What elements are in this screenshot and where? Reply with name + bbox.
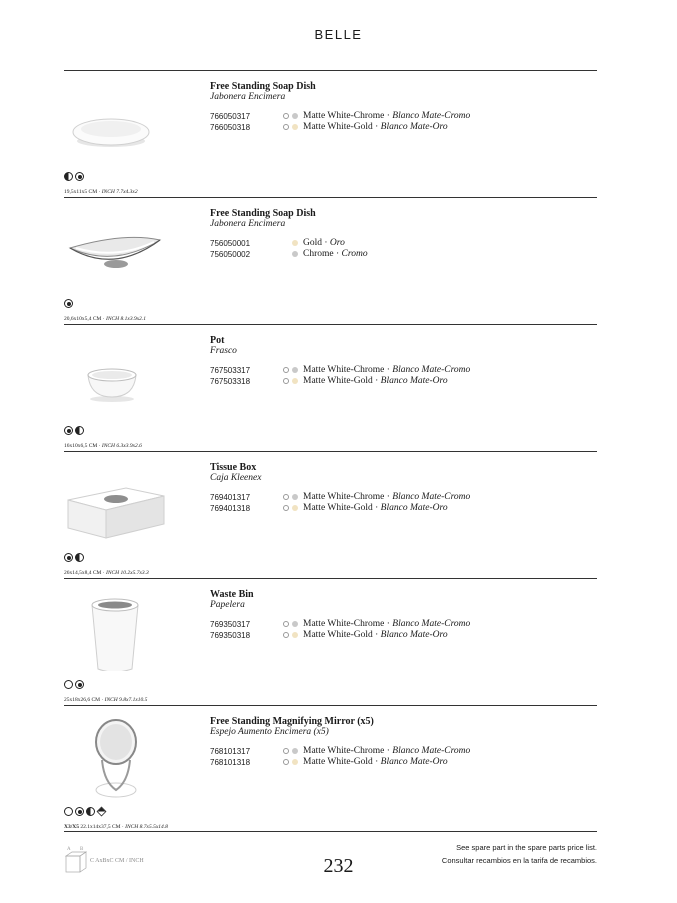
- variant-item: [210, 249, 540, 260]
- variant-item: [210, 111, 540, 122]
- dot-circle-symbol-icon: [75, 172, 84, 181]
- product-code: 769350317: [210, 620, 251, 629]
- dot-circle-symbol-icon: [75, 680, 84, 689]
- finish-label: Matte White-Gold · Blanco Mate-Oro: [303, 630, 448, 640]
- dimensions: 25x18x26,6 CM · INCH 9.8x7.1x10.5: [64, 697, 148, 703]
- chrome-swatch-icon: [292, 494, 298, 500]
- product-title: Tissue Box: [210, 462, 257, 473]
- product-title: Free Standing Soap Dish: [210, 208, 316, 219]
- product-title: Pot: [210, 335, 225, 346]
- white-swatch-icon: [283, 113, 289, 119]
- product-image: [64, 583, 174, 671]
- brand-title: BELLE: [314, 27, 363, 42]
- white-swatch-icon: [283, 748, 289, 754]
- half-circle-symbol-icon: [75, 553, 84, 562]
- chrome-swatch-icon: [292, 748, 298, 754]
- variant-item: [210, 630, 540, 641]
- finish-symbols: [64, 680, 84, 689]
- product-title: Free Standing Magnifying Mirror (x5): [210, 716, 374, 727]
- empty-circle-symbol-icon: [64, 807, 73, 816]
- variant-item: [210, 365, 540, 376]
- finish-symbols: [64, 426, 84, 435]
- spare-parts-note-en: See spare part in the spare parts price list.: [456, 843, 597, 852]
- white-swatch-icon: [283, 378, 289, 384]
- gold-swatch-icon: [292, 124, 298, 130]
- chrome-swatch-icon: [292, 367, 298, 373]
- product-code: 768101318: [210, 758, 251, 767]
- product-code: 768101317: [210, 747, 251, 756]
- white-swatch-icon: [283, 505, 289, 511]
- spare-parts-note-es: Consultar recambios en la tarifa de recambios.: [441, 856, 597, 865]
- product-subtitle: Espejo Aumento Encimera (x5): [210, 727, 329, 737]
- dot-circle-symbol-icon: [64, 553, 73, 562]
- dot-circle-symbol-icon: [64, 426, 73, 435]
- gold-swatch-icon: [292, 759, 298, 765]
- product-image: [64, 202, 174, 290]
- product-row: [64, 71, 597, 197]
- variant-list: [210, 365, 540, 387]
- white-swatch-icon: [283, 367, 289, 373]
- divider: [64, 831, 597, 832]
- product-code: 766050317: [210, 112, 251, 121]
- gold-swatch-icon: [292, 378, 298, 384]
- product-row: [64, 452, 597, 578]
- gold-swatch-icon: [292, 632, 298, 638]
- variant-item: [210, 757, 540, 768]
- white-swatch-icon: [283, 494, 289, 500]
- product-image: [64, 75, 174, 163]
- finish-symbols: [64, 172, 84, 181]
- variant-item: [210, 492, 540, 503]
- finish-label: Matte White-Chrome · Blanco Mate-Cromo: [303, 111, 471, 121]
- dot-circle-symbol-icon: [75, 807, 84, 816]
- chrome-swatch-icon: [292, 621, 298, 627]
- product-subtitle: Jabonera Encimera: [210, 92, 286, 102]
- variant-list: [210, 238, 540, 260]
- product-code: 767503317: [210, 366, 251, 375]
- gold-swatch-icon: [292, 240, 298, 246]
- product-code: 756050001: [210, 239, 251, 248]
- product-image: [64, 329, 174, 417]
- half-circle-symbol-icon: [86, 807, 95, 816]
- finish-label: Matte White-Chrome · Blanco Mate-Cromo: [303, 365, 471, 375]
- product-subtitle: Jabonera Encimera: [210, 219, 286, 229]
- finish-symbols: [64, 807, 106, 816]
- product-code: 756050002: [210, 250, 251, 259]
- product-code: 769401318: [210, 504, 251, 513]
- product-image: [64, 710, 174, 798]
- variant-list: [210, 111, 540, 133]
- variant-list: [210, 619, 540, 641]
- variant-item: [210, 238, 540, 249]
- product-row: [64, 706, 597, 832]
- product-row: [64, 579, 597, 705]
- empty-circle-symbol-icon: [64, 680, 73, 689]
- svg-text:B: B: [80, 847, 84, 852]
- finish-label: Matte White-Gold · Blanco Mate-Oro: [303, 757, 448, 767]
- product-code: 766050318: [210, 123, 251, 132]
- product-code: 769350318: [210, 631, 251, 640]
- finish-label: Matte White-Gold · Blanco Mate-Oro: [303, 122, 448, 132]
- variant-item: [210, 376, 540, 387]
- finish-label: Matte White-Chrome · Blanco Mate-Cromo: [303, 746, 471, 756]
- finish-symbols: [64, 553, 84, 562]
- white-swatch-icon: [283, 632, 289, 638]
- half-circle-symbol-icon: [75, 426, 84, 435]
- dimensions: 26x14,5x8,4 CM · INCH 10.2x5.7x3.3: [64, 570, 149, 576]
- variant-list: [210, 746, 540, 768]
- product-subtitle: Papelera: [210, 600, 245, 610]
- variant-item: [210, 122, 540, 133]
- finish-label: Matte White-Gold · Blanco Mate-Oro: [303, 376, 448, 386]
- product-subtitle: Caja Kleenex: [210, 473, 262, 483]
- variant-item: [210, 619, 540, 630]
- product-subtitle: Frasco: [210, 346, 237, 356]
- half-circle-symbol-icon: [64, 172, 73, 181]
- variant-item: [210, 503, 540, 514]
- product-code: 769401317: [210, 493, 251, 502]
- dot-circle-symbol-icon: [64, 299, 73, 308]
- product-image: [64, 456, 174, 544]
- svg-text:A: A: [67, 847, 71, 852]
- gold-swatch-icon: [292, 505, 298, 511]
- dimensions: X3/X5 22.1x14x37,5 CM · INCH 8.7x5.5x14.8: [64, 824, 168, 830]
- product-title: Waste Bin: [210, 589, 254, 600]
- dimension-legend: A B C AxBxC CM / INCH: [64, 844, 214, 874]
- finish-label: Matte White-Chrome · Blanco Mate-Cromo: [303, 619, 471, 629]
- finish-symbols: [64, 299, 73, 308]
- product-title: Free Standing Soap Dish: [210, 81, 316, 92]
- page-number: 232: [323, 855, 354, 877]
- white-swatch-icon: [283, 124, 289, 130]
- product-code: 767503318: [210, 377, 251, 386]
- chrome-swatch-icon: [292, 113, 298, 119]
- variant-list: [210, 492, 540, 514]
- white-swatch-icon: [283, 621, 289, 627]
- finish-label: Chrome · Cromo: [303, 249, 368, 259]
- white-swatch-icon: [283, 759, 289, 765]
- dimensions: 16x10x6,5 CM · INCH 6.3x3.9x2.6: [64, 443, 142, 449]
- finish-label: Matte White-Gold · Blanco Mate-Oro: [303, 503, 448, 513]
- product-row: [64, 325, 597, 451]
- product-row: [64, 198, 597, 324]
- dimensions: 19,5x11x5 CM · INCH 7.7x4.3x2: [64, 189, 138, 195]
- variant-item: [210, 746, 540, 757]
- diamond-symbol-icon: [97, 807, 107, 817]
- chrome-swatch-icon: [292, 251, 298, 257]
- dimensions: 20,6x10x5,4 CM · INCH 8.1x3.9x2.1: [64, 316, 147, 322]
- finish-label: Matte White-Chrome · Blanco Mate-Cromo: [303, 492, 471, 502]
- finish-label: Gold · Oro: [303, 238, 345, 248]
